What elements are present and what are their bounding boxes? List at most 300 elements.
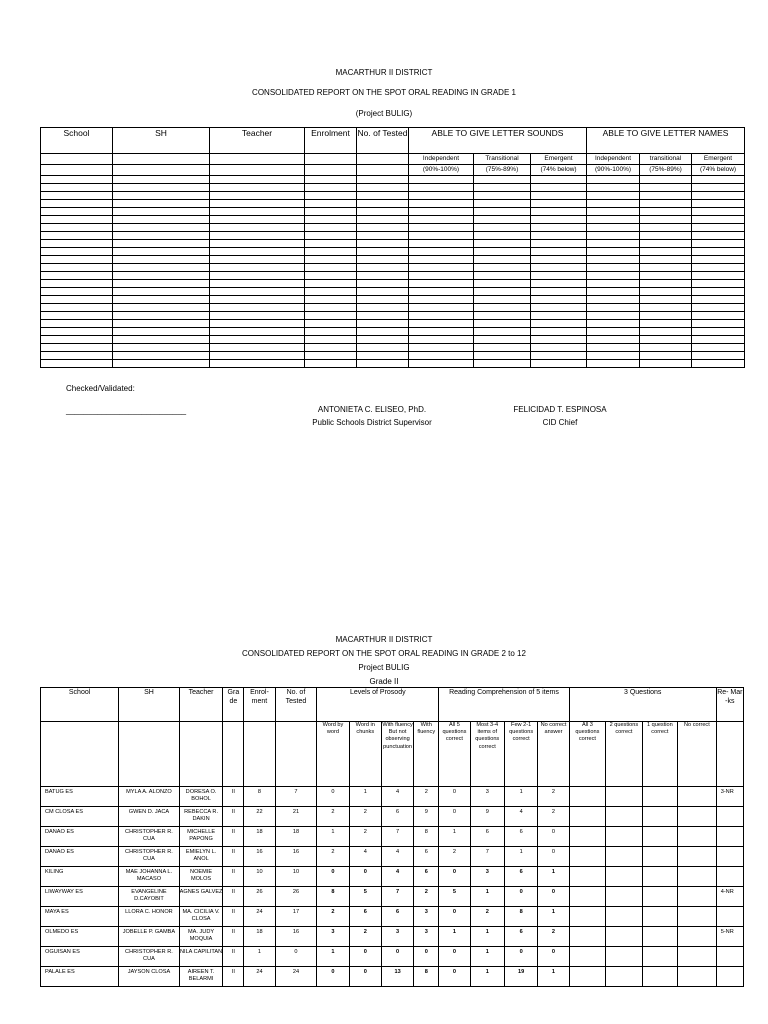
enrolment-cell: 10: [244, 867, 275, 887]
table-cell: [41, 248, 113, 256]
three-questions-cell: [569, 947, 605, 967]
table-cell: [41, 296, 113, 304]
table-row: [41, 176, 745, 184]
three-questions-cell: [642, 827, 677, 847]
table-cell: [531, 240, 587, 248]
table-cell: [692, 344, 745, 352]
table-cell: [409, 264, 474, 272]
col-enrolment: Enrolment: [305, 128, 357, 154]
comprehension-cell: 1: [470, 887, 504, 907]
table-cell: [305, 264, 357, 272]
comprehension-cell: 0: [439, 967, 470, 987]
prosody-cell: 7: [381, 827, 413, 847]
comprehension-cell: 0: [504, 887, 537, 907]
comprehension-cell: 7: [470, 847, 504, 867]
table-cell: [692, 280, 745, 288]
comprehension-cell: 0: [504, 947, 537, 967]
comprehension-cell: 6: [470, 827, 504, 847]
table-cell: [587, 184, 640, 192]
col-teacher: Teacher: [210, 128, 305, 154]
table-cell: [210, 208, 305, 216]
table-cell: [409, 320, 474, 328]
three-questions-cell: [678, 887, 717, 907]
table-cell: [474, 264, 531, 272]
table-cell: [210, 296, 305, 304]
remarks-cell: [716, 967, 743, 987]
teacher-cell: MA. JUDY MOQUIA: [179, 927, 223, 947]
grade-cell: II: [223, 887, 244, 907]
prosody-fluency-no-punct: With fluency But not observing punctuation: [381, 722, 413, 787]
tested-cell: 10: [275, 867, 317, 887]
table-cell: [474, 248, 531, 256]
prosody-cell: 13: [381, 967, 413, 987]
prosody-cell: 6: [381, 807, 413, 827]
table-cell: [305, 352, 357, 360]
school-cell: PALALE ES: [41, 967, 119, 987]
three-questions-cell: [678, 907, 717, 927]
three-questions-cell: [642, 787, 677, 807]
table-cell: [587, 232, 640, 240]
table-cell: [357, 184, 409, 192]
table-cell: [587, 208, 640, 216]
table-cell: [210, 320, 305, 328]
table-cell: [409, 312, 474, 320]
table-cell: [305, 240, 357, 248]
prosody-cell: 8: [317, 887, 349, 907]
tested-cell: 0: [275, 947, 317, 967]
table-cell: [531, 248, 587, 256]
prosody-cell: 6: [349, 907, 381, 927]
prosody-cell: 4: [381, 787, 413, 807]
remarks-cell: [716, 827, 743, 847]
three-questions-cell: [569, 867, 605, 887]
col-remarks: Re- Mar -ks: [716, 688, 743, 722]
comprehension-cell: 2: [470, 907, 504, 927]
name-range-transitional: (75%-89%): [640, 165, 692, 176]
table-cell: [305, 248, 357, 256]
table-cell: [41, 336, 113, 344]
table-cell: [531, 232, 587, 240]
comprehension-cell: 3: [470, 867, 504, 887]
table-cell: [531, 304, 587, 312]
table-cell: [587, 224, 640, 232]
table-cell: [305, 224, 357, 232]
tested-cell: 21: [275, 807, 317, 827]
three-questions-cell: [678, 847, 717, 867]
report2-grade: Grade II: [369, 677, 399, 686]
prosody-cell: 1: [317, 947, 349, 967]
grade-cell: II: [223, 867, 244, 887]
table-cell: [409, 256, 474, 264]
table-cell: [409, 272, 474, 280]
comprehension-cell: 0: [538, 827, 569, 847]
col-letter-names: ABLE TO GIVE LETTER NAMES: [587, 128, 745, 154]
table-cell: [41, 256, 113, 264]
table-cell: [692, 352, 745, 360]
grade-cell: II: [223, 947, 244, 967]
table-cell: [113, 328, 210, 336]
school-cell: OGUISAN ES: [41, 947, 119, 967]
table-cell: [474, 320, 531, 328]
comprehension-cell: 0: [538, 887, 569, 907]
comp-few-2-1: Few 2-1 questions correct: [504, 722, 537, 787]
comprehension-cell: 1: [538, 867, 569, 887]
school-cell: DANAO ES: [41, 847, 119, 867]
table-cell: [474, 208, 531, 216]
prosody-cell: 0: [317, 867, 349, 887]
three-questions-cell: [569, 807, 605, 827]
table-cell: [210, 216, 305, 224]
table-cell: [640, 360, 692, 368]
table-cell: [531, 208, 587, 216]
table-cell: [409, 176, 474, 184]
comp-all-5: All 5 questions correct: [439, 722, 470, 787]
sh-cell: CHRISTOPHER R. CUA: [119, 947, 179, 967]
table-row: [41, 328, 745, 336]
teacher-cell: EMIELYN L. ANOL: [179, 847, 223, 867]
prosody-cell: 4: [349, 847, 381, 867]
table-cell: [531, 296, 587, 304]
comprehension-cell: 1: [439, 927, 470, 947]
table-cell: [640, 224, 692, 232]
table-cell: [357, 208, 409, 216]
table-row: [41, 907, 744, 927]
table-row: [41, 787, 744, 807]
three-questions-cell: [606, 947, 642, 967]
prosody-cell: 0: [317, 967, 349, 987]
sound-level-emergent: Emergent: [531, 154, 587, 165]
prosody-cell: 3: [414, 927, 439, 947]
table-cell: [41, 192, 113, 200]
table-cell: [210, 264, 305, 272]
table-cell: [587, 352, 640, 360]
table-cell: [113, 200, 210, 208]
table-cell: [305, 176, 357, 184]
table-cell: [409, 200, 474, 208]
school-cell: CM CLOSA ES: [41, 807, 119, 827]
signature-line: ___________________________: [66, 406, 187, 415]
table-cell: [640, 288, 692, 296]
prosody-cell: 0: [349, 967, 381, 987]
table-cell: [305, 184, 357, 192]
table-row: [41, 927, 744, 947]
prosody-cell: 2: [414, 887, 439, 907]
table-cell: [640, 240, 692, 248]
table-cell: [640, 328, 692, 336]
prosody-cell: 1: [317, 827, 349, 847]
table-cell: [531, 200, 587, 208]
name-level-transitional: transitional: [640, 154, 692, 165]
table-cell: [41, 272, 113, 280]
table-row: [41, 224, 745, 232]
table-cell: [41, 360, 113, 368]
table-cell: [587, 336, 640, 344]
table-cell: [640, 176, 692, 184]
table-cell: [113, 176, 210, 184]
three-questions-cell: [642, 907, 677, 927]
table-cell: [640, 232, 692, 240]
table-cell: [640, 296, 692, 304]
remarks-cell: [716, 947, 743, 967]
report2-project: Project BULIG: [358, 663, 410, 672]
table-cell: [113, 216, 210, 224]
remarks-cell: [716, 867, 743, 887]
comprehension-cell: 1: [504, 847, 537, 867]
table-cell: [692, 216, 745, 224]
table-cell: [409, 328, 474, 336]
table-cell: [409, 224, 474, 232]
table-cell: [531, 344, 587, 352]
prosody-cell: 2: [349, 807, 381, 827]
table-cell: [587, 216, 640, 224]
sh-cell: JAYSON CLOSA: [119, 967, 179, 987]
table-cell: [531, 312, 587, 320]
three-questions-cell: [569, 787, 605, 807]
table-cell: [210, 336, 305, 344]
table-cell: [692, 320, 745, 328]
comprehension-cell: 1: [439, 827, 470, 847]
teacher-cell: DORESA O. BOHOL: [179, 787, 223, 807]
three-questions-cell: [606, 967, 642, 987]
prosody-cell: 2: [317, 847, 349, 867]
prosody-cell: 7: [381, 887, 413, 907]
table-cell: [531, 184, 587, 192]
sound-level-transitional: Transitional: [474, 154, 531, 165]
comprehension-cell: 0: [439, 787, 470, 807]
table-cell: [640, 208, 692, 216]
table-cell: [692, 224, 745, 232]
table-cell: [474, 272, 531, 280]
table-row: [41, 208, 745, 216]
col-school: School: [41, 128, 113, 154]
table-cell: [357, 360, 409, 368]
table-cell: [357, 256, 409, 264]
prosody-cell: 3: [317, 927, 349, 947]
grade-cell: II: [223, 847, 244, 867]
table-cell: [587, 272, 640, 280]
table-cell: [113, 336, 210, 344]
sh-cell: JOBELLE P. GAMBA: [119, 927, 179, 947]
table-cell: [113, 280, 210, 288]
table-cell: [41, 328, 113, 336]
prosody-cell: 0: [381, 947, 413, 967]
table-cell: [587, 176, 640, 184]
table-cell: [409, 360, 474, 368]
table-cell: [587, 304, 640, 312]
three-questions-cell: [678, 967, 717, 987]
name-range-emergent: (74% below): [692, 165, 745, 176]
three-questions-cell: [606, 867, 642, 887]
comp-most-3-4: Most 3-4 items of questions correct: [470, 722, 504, 787]
table-cell: [531, 320, 587, 328]
table-cell: [531, 336, 587, 344]
name-level-independent: Independent: [587, 154, 640, 165]
table-cell: [357, 288, 409, 296]
sound-range-independent: (90%-100%): [409, 165, 474, 176]
enrolment-cell: 18: [244, 927, 275, 947]
table-cell: [409, 304, 474, 312]
table-cell: [113, 232, 210, 240]
table-cell: [210, 288, 305, 296]
table-cell: [41, 344, 113, 352]
table-row: [41, 280, 745, 288]
table-cell: [587, 312, 640, 320]
grade1-report-table: [40, 127, 745, 368]
table-cell: [531, 288, 587, 296]
checked-label: Checked/Validated:: [66, 384, 135, 393]
table-cell: [305, 208, 357, 216]
table-cell: [210, 360, 305, 368]
table-cell: [41, 224, 113, 232]
table-cell: [113, 304, 210, 312]
table-cell: [113, 208, 210, 216]
prosody-cell: 6: [414, 847, 439, 867]
table-cell: [357, 216, 409, 224]
table-cell: [587, 320, 640, 328]
comprehension-cell: 6: [504, 867, 537, 887]
table-row: [41, 947, 744, 967]
table-cell: [210, 232, 305, 240]
grade-cell: II: [223, 927, 244, 947]
table-cell: [474, 296, 531, 304]
comprehension-cell: 1: [538, 967, 569, 987]
prosody-cell: 0: [317, 787, 349, 807]
remarks-cell: [716, 807, 743, 827]
table-cell: [474, 344, 531, 352]
table-row: [41, 360, 745, 368]
chief-name: FELICIDAD T. ESPINOSA: [513, 405, 607, 414]
comprehension-cell: 2: [538, 927, 569, 947]
enrolment-cell: 26: [244, 887, 275, 907]
table-cell: [474, 232, 531, 240]
teacher-cell: NOEMIE MOLOS: [179, 867, 223, 887]
table-cell: [692, 240, 745, 248]
enrolment-cell: 8: [244, 787, 275, 807]
table-cell: [210, 224, 305, 232]
prosody-cell: 8: [414, 967, 439, 987]
school-cell: BATUG ES: [41, 787, 119, 807]
comprehension-cell: 4: [504, 807, 537, 827]
comprehension-cell: 1: [470, 927, 504, 947]
table-cell: [41, 240, 113, 248]
prosody-cell: 2: [349, 827, 381, 847]
sound-level-independent: Independent: [409, 154, 474, 165]
grade2-report-table: [40, 687, 744, 987]
three-1-correct: 1 question correct: [642, 722, 677, 787]
table-cell: [357, 264, 409, 272]
table-cell: [692, 304, 745, 312]
table-cell: [357, 176, 409, 184]
three-questions-cell: [642, 947, 677, 967]
table-cell: [113, 272, 210, 280]
table-cell: [531, 176, 587, 184]
table-cell: [587, 328, 640, 336]
remarks-cell: 4-NR: [716, 887, 743, 907]
table-row: [41, 352, 745, 360]
table-cell: [41, 208, 113, 216]
three-questions-cell: [569, 967, 605, 987]
table-cell: [692, 184, 745, 192]
table-cell: [531, 328, 587, 336]
table-cell: [409, 240, 474, 248]
table-cell: [587, 240, 640, 248]
table-cell: [474, 312, 531, 320]
three-questions-cell: [678, 787, 717, 807]
school-cell: OLMEDO ES: [41, 927, 119, 947]
table-cell: [113, 320, 210, 328]
table-cell: [357, 248, 409, 256]
table-cell: [305, 216, 357, 224]
table-cell: [474, 256, 531, 264]
table-cell: [113, 312, 210, 320]
sh-cell: CHRISTOPHER R. CUA: [119, 827, 179, 847]
table-cell: [474, 176, 531, 184]
table-cell: [210, 192, 305, 200]
sh-cell: LLORA C. HONOR: [119, 907, 179, 927]
table-cell: [409, 336, 474, 344]
remarks-cell: 5-NR: [716, 927, 743, 947]
table-cell: [587, 280, 640, 288]
teacher-cell: MA. CICILIA V. CLOSA: [179, 907, 223, 927]
three-questions-cell: [678, 947, 717, 967]
table-cell: [409, 280, 474, 288]
prosody-cell: 3: [381, 927, 413, 947]
three-2-correct: 2 questions correct: [606, 722, 642, 787]
prosody-cell: 8: [414, 827, 439, 847]
grade-cell: II: [223, 807, 244, 827]
school-cell: KILING: [41, 867, 119, 887]
table-row: [41, 320, 745, 328]
table-cell: [305, 280, 357, 288]
teacher-cell: MICHELLE PAPONG: [179, 827, 223, 847]
table-cell: [210, 240, 305, 248]
tested-cell: 7: [275, 787, 317, 807]
report2-district: MACARTHUR II DISTRICT: [335, 635, 433, 644]
tested-cell: 17: [275, 907, 317, 927]
table-cell: [210, 256, 305, 264]
table-cell: [305, 288, 357, 296]
table-cell: [357, 296, 409, 304]
table-cell: [531, 360, 587, 368]
table-cell: [474, 304, 531, 312]
prosody-cell: 5: [349, 887, 381, 907]
table-cell: [409, 216, 474, 224]
sh-cell: GWEN D. JACA: [119, 807, 179, 827]
tested-cell: 24: [275, 967, 317, 987]
table-cell: [210, 328, 305, 336]
grade-cell: II: [223, 907, 244, 927]
table-row: [41, 232, 745, 240]
table-row: [41, 312, 745, 320]
table-cell: [587, 360, 640, 368]
table-cell: [587, 288, 640, 296]
tested-cell: 26: [275, 887, 317, 907]
table-cell: [692, 256, 745, 264]
table-cell: [474, 224, 531, 232]
prosody-cell: 1: [349, 787, 381, 807]
comprehension-cell: 6: [504, 927, 537, 947]
table-cell: [41, 288, 113, 296]
table-row: [41, 867, 744, 887]
comprehension-cell: 2: [538, 807, 569, 827]
comprehension-cell: 2: [538, 787, 569, 807]
table-cell: [210, 312, 305, 320]
enrolment-cell: 24: [244, 907, 275, 927]
enrolment-cell: 24: [244, 967, 275, 987]
table-cell: [305, 256, 357, 264]
prosody-cell: 2: [317, 907, 349, 927]
table-cell: [409, 232, 474, 240]
